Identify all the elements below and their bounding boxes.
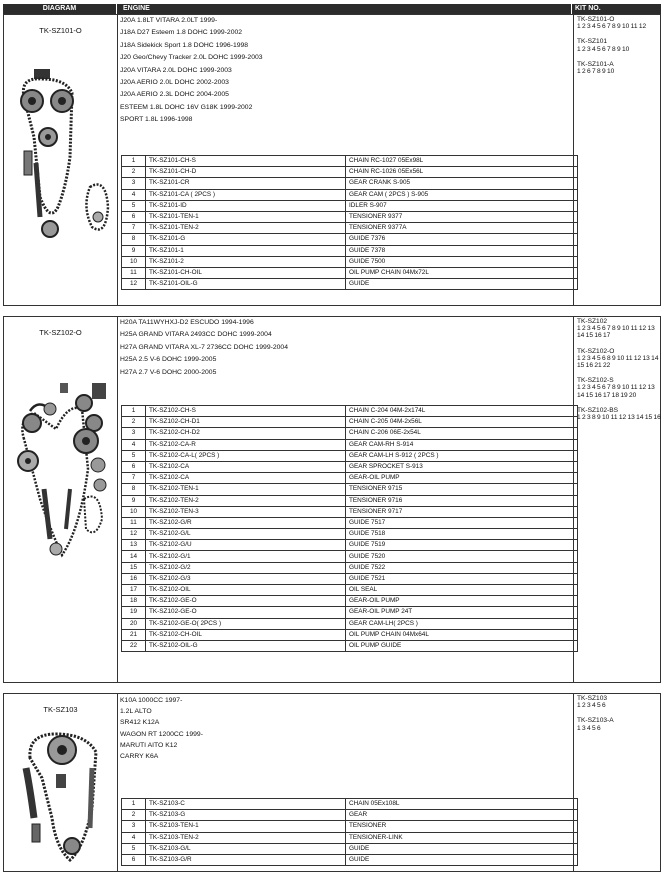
kit-items: 1 2 3 4 5 6 7 8 9 10 — [577, 45, 630, 53]
part-description: CHAIN 05Ex108L — [346, 799, 578, 810]
table-row — [122, 799, 578, 810]
part-number: 11 — [122, 267, 146, 278]
part-number: 6 — [122, 211, 146, 222]
kit-items: 1 2 3 4 5 6 7 8 9 10 11 12 13 14 15 16 17 — [577, 325, 655, 340]
part-number: 13 — [122, 540, 146, 551]
table-row — [122, 279, 578, 290]
part-code: TK-SZ102-OIL-G — [146, 640, 346, 651]
engine-line: H27A GRAND VITARA XL-7 2736CC DOHC 1999-2004 — [120, 343, 288, 351]
part-number: 21 — [122, 629, 146, 640]
kit-items: 1 2 3 4 5 6 8 9 10 11 12 13 14 15 16 21 22 — [577, 354, 659, 370]
part-description: TENSIONER 9717 — [346, 506, 578, 517]
column-header-bar — [3, 4, 661, 14]
table-row — [122, 585, 578, 596]
part-code: TK-SZ102-GE-O — [146, 596, 346, 607]
kit-list — [577, 695, 661, 740]
part-description: GUIDE 7518 — [346, 529, 578, 540]
table-row — [122, 540, 578, 551]
kit-name: TK-SZ102 — [577, 318, 608, 325]
header-kit-no: KIT NO. — [571, 4, 661, 14]
table-row — [122, 461, 578, 472]
parts-table — [121, 155, 578, 290]
engine-line: J20 Geo/Chevy Tracker 2.0L DOHC 1999-2003 — [120, 54, 263, 62]
part-number: 9 — [122, 495, 146, 506]
kit-name: TK-SZ101-A — [577, 60, 614, 68]
table-row — [122, 562, 578, 573]
part-description: GUIDE 7521 — [346, 573, 578, 584]
part-number: 4 — [122, 189, 146, 200]
part-description: OIL SEAL — [346, 585, 578, 596]
part-code: TK-SZ102-G/L — [146, 529, 346, 540]
kit-name: TK-SZ101-O — [577, 16, 615, 23]
part-code: TK-SZ102-CA-R — [146, 439, 346, 450]
kit-name: TK-SZ101 — [577, 38, 608, 46]
part-code: TK-SZ102-G/U — [146, 540, 346, 551]
timing-chain-diagram — [10, 379, 116, 569]
part-code: TK-SZ102-TEN-2 — [146, 495, 346, 506]
table-row — [122, 473, 578, 484]
part-description: TENSIONER — [346, 821, 578, 832]
part-description: GUIDE 7378 — [346, 245, 578, 256]
part-number: 2 — [122, 167, 146, 178]
table-row — [122, 832, 578, 843]
part-description: CHAIN RC-1027 05Ex98L — [346, 156, 578, 167]
kit-name: TK-SZ102-O — [577, 347, 615, 355]
part-code: TK-SZ101-G — [146, 234, 346, 245]
part-description: GEAR — [346, 810, 578, 821]
table-row — [122, 256, 578, 267]
part-number: 6 — [122, 461, 146, 472]
part-number: 4 — [122, 832, 146, 843]
part-description: GEAR SPROCKET S-913 — [346, 461, 578, 472]
part-description: GUIDE — [346, 843, 578, 854]
engine-line: J20A VITARA 2.0L DOHC 1999-2003 — [120, 66, 232, 74]
part-code: TK-SZ102-CH-S — [146, 406, 346, 417]
kit-list — [577, 16, 661, 83]
table-row — [122, 223, 578, 234]
table-row — [122, 156, 578, 167]
table-row — [122, 854, 578, 865]
kit-code: TK-SZ103 — [43, 705, 78, 714]
section-tk-sz101-o — [3, 14, 661, 306]
table-row — [122, 506, 578, 517]
table-row — [122, 529, 578, 540]
part-number: 20 — [122, 618, 146, 629]
engine-line: MARUTI AITO K12 — [120, 741, 178, 749]
part-description: GEAR-OIL PUMP — [346, 596, 578, 607]
engine-line: J20A 1.8LT VITARA 2.0LT 1999- — [120, 17, 218, 24]
part-description: GUIDE 7376 — [346, 234, 578, 245]
part-code: TK-SZ101-1 — [146, 245, 346, 256]
part-number: 7 — [122, 223, 146, 234]
part-description: TENSIONER-LINK — [346, 832, 578, 843]
part-description: GEAR CAM-LH( 2PCS ) — [346, 618, 578, 629]
part-code: TK-SZ102-OIL — [146, 585, 346, 596]
part-description: GEAR-OIL PUMP 24T — [346, 607, 578, 618]
part-description: OIL PUMP CHAIN 04Mx72L — [346, 267, 578, 278]
part-number: 18 — [122, 596, 146, 607]
part-description: GUIDE 7500 — [346, 256, 578, 267]
timing-chain-diagram — [12, 728, 112, 868]
part-code: TK-SZ102-CH-D1 — [146, 417, 346, 428]
engine-line: H25A GRAND VITARA 2493CC DOHC 1999-2004 — [120, 331, 272, 339]
part-number: 3 — [122, 428, 146, 439]
engine-line: J18A Sidekick Sport 1.8 DOHC 1996-1998 — [120, 41, 249, 49]
table-row — [122, 417, 578, 428]
engine-list — [120, 695, 203, 762]
table-row — [122, 234, 578, 245]
kit-name: TK-SZ102-S — [577, 377, 614, 385]
part-number: 3 — [122, 821, 146, 832]
section-tk-sz103 — [3, 693, 661, 872]
part-description: GEAR CRANK S-905 — [346, 178, 578, 189]
engine-line: J20A AERIO 2.0L DOHC 2002-2003 — [120, 79, 229, 87]
engine-list — [120, 317, 288, 379]
table-row — [122, 821, 578, 832]
table-row — [122, 629, 578, 640]
part-number: 2 — [122, 810, 146, 821]
table-row — [122, 640, 578, 651]
part-code: TK-SZ103-G/R — [146, 854, 346, 865]
table-row — [122, 200, 578, 211]
part-number: 17 — [122, 585, 146, 596]
part-code: TK-SZ102-GE-O — [146, 607, 346, 618]
timing-chain-diagram — [10, 67, 116, 249]
part-number: 15 — [122, 562, 146, 573]
part-code: TK-SZ102-CA-L( 2PCS ) — [146, 450, 346, 461]
table-row — [122, 450, 578, 461]
part-code: TK-SZ103-TEN-1 — [146, 821, 346, 832]
part-number: 12 — [122, 279, 146, 290]
part-code: TK-SZ102-TEN-1 — [146, 484, 346, 495]
engine-line: ESTEEM 1.8L DOHC 16V G18K 1999-2002 — [120, 103, 253, 111]
kit-items: 1 3 4 5 6 — [577, 724, 601, 732]
parts-table — [121, 798, 578, 866]
part-number: 1 — [122, 406, 146, 417]
part-number: 2 — [122, 417, 146, 428]
kit-list — [577, 318, 661, 429]
part-number: 5 — [122, 843, 146, 854]
part-code: TK-SZ101-TEN-1 — [146, 211, 346, 222]
part-description: GUIDE 7522 — [346, 562, 578, 573]
part-number: 5 — [122, 450, 146, 461]
part-code: TK-SZ101-CH-S — [146, 156, 346, 167]
kit-items: 1 2 6 7 8 9 10 — [577, 68, 615, 76]
kit-items: 1 2 3 4 5 6 7 8 9 10 11 12 — [577, 23, 647, 31]
table-row — [122, 495, 578, 506]
part-code: TK-SZ101-CH-D — [146, 167, 346, 178]
part-number: 19 — [122, 607, 146, 618]
kit-name: TK-SZ102-BS — [577, 406, 619, 414]
table-row — [122, 267, 578, 278]
header-diagram: DIAGRAM — [3, 4, 116, 14]
table-row — [122, 810, 578, 821]
part-description: CHAIN C-204 04M-2x174L — [346, 406, 578, 417]
part-number: 11 — [122, 517, 146, 528]
part-description: CHAIN RC-1026 05Ex56L — [346, 167, 578, 178]
part-code: TK-SZ103-TEN-2 — [146, 832, 346, 843]
engine-line: J20A AERIO 2.3L DOHC 2004-2005 — [120, 91, 229, 99]
engine-line: K10A 1000CC 1997- — [120, 697, 183, 704]
table-row — [122, 178, 578, 189]
table-row — [122, 167, 578, 178]
parts-table — [121, 405, 578, 652]
table-row — [122, 551, 578, 562]
engine-list — [120, 15, 263, 127]
kit-items: 1 2 3 8 9 10 11 12 13 14 15 16 — [577, 414, 661, 422]
engine-line: WAGON RT 1200CC 1999- — [120, 730, 203, 738]
part-code: TK-SZ102-TEN-3 — [146, 506, 346, 517]
part-number: 8 — [122, 234, 146, 245]
part-number: 8 — [122, 484, 146, 495]
part-code: TK-SZ102-G/R — [146, 517, 346, 528]
part-code: TK-SZ102-G/1 — [146, 551, 346, 562]
part-code: TK-SZ102-G/2 — [146, 562, 346, 573]
table-row — [122, 607, 578, 618]
part-number: 9 — [122, 245, 146, 256]
table-row — [122, 428, 578, 439]
engine-line: H20A TA11WYHXJ-D2 ESCUDO 1994-1996 — [120, 319, 254, 326]
section-tk-sz102-o — [3, 316, 661, 683]
kit-name: TK-SZ103-A — [577, 717, 614, 725]
part-description: CHAIN C-205 04M-2x56L — [346, 417, 578, 428]
part-number: 6 — [122, 854, 146, 865]
table-row — [122, 573, 578, 584]
kit-code: TK-SZ102-O — [39, 328, 82, 337]
table-row — [122, 843, 578, 854]
part-code: TK-SZ101-CH-OIL — [146, 267, 346, 278]
table-row — [122, 189, 578, 200]
part-number: 3 — [122, 178, 146, 189]
table-row — [122, 406, 578, 417]
part-description: IDLER S-907 — [346, 200, 578, 211]
part-number: 10 — [122, 506, 146, 517]
part-number: 4 — [122, 439, 146, 450]
part-number: 1 — [122, 156, 146, 167]
part-code: TK-SZ102-GE-O( 2PCS ) — [146, 618, 346, 629]
kit-items: 1 2 3 4 5 6 — [577, 702, 606, 710]
engine-line: H25A 2.5 V-6 DOHC 1999-2005 — [120, 356, 217, 364]
table-row — [122, 484, 578, 495]
part-description: CHAIN C-206 06E-2x54L — [346, 428, 578, 439]
part-description: GEAR CAM-RH S-914 — [346, 439, 578, 450]
table-row — [122, 439, 578, 450]
part-description: GEAR CAM ( 2PCS ) S-905 — [346, 189, 578, 200]
part-description: TENSIONER 9377A — [346, 223, 578, 234]
table-row — [122, 211, 578, 222]
part-code: TK-SZ102-G/3 — [146, 573, 346, 584]
part-code: TK-SZ101-ID — [146, 200, 346, 211]
part-number: 5 — [122, 200, 146, 211]
kit-code: TK-SZ101-O — [39, 26, 82, 35]
table-row — [122, 245, 578, 256]
part-number: 1 — [122, 799, 146, 810]
part-code: TK-SZ101-TEN-2 — [146, 223, 346, 234]
header-engine: ENGINE — [116, 4, 571, 14]
part-description: TENSIONER 9716 — [346, 495, 578, 506]
part-description: GEAR CAM-LH S-912 ( 2PCS ) — [346, 450, 578, 461]
part-code: TK-SZ102-CA — [146, 461, 346, 472]
table-row — [122, 618, 578, 629]
part-description: OIL PUMP GUIDE — [346, 640, 578, 651]
part-description: TENSIONER 9715 — [346, 484, 578, 495]
table-row — [122, 596, 578, 607]
part-description: TENSIONER 9377 — [346, 211, 578, 222]
engine-line: 1.2L ALTO — [120, 708, 152, 716]
part-description: OIL PUMP CHAIN 04Mx64L — [346, 629, 578, 640]
part-code: TK-SZ101-OIL-G — [146, 279, 346, 290]
engine-line: J18A D27 Esteem 1.8 DOHC 1999-2002 — [120, 29, 243, 37]
engine-line: SPORT 1.8L 1996-1998 — [120, 116, 193, 124]
part-code: TK-SZ103-C — [146, 799, 346, 810]
part-description: GUIDE — [346, 854, 578, 865]
kit-name: TK-SZ103 — [577, 695, 608, 702]
part-number: 14 — [122, 551, 146, 562]
part-number: 16 — [122, 573, 146, 584]
part-number: 22 — [122, 640, 146, 651]
table-row — [122, 517, 578, 528]
part-description: GUIDE 7519 — [346, 540, 578, 551]
kit-items: 1 2 3 4 5 6 7 8 9 10 11 12 13 14 15 16 17 18 19 20 — [577, 384, 655, 399]
part-code: TK-SZ101-CA ( 2PCS ) — [146, 189, 346, 200]
part-code: TK-SZ101-2 — [146, 256, 346, 267]
part-code: TK-SZ103-G — [146, 810, 346, 821]
part-number: 7 — [122, 473, 146, 484]
part-code: TK-SZ102-CA — [146, 473, 346, 484]
part-code: TK-SZ101-CR — [146, 178, 346, 189]
engine-line: H27A 2.7 V-6 DOHC 2000-2005 — [120, 368, 217, 376]
part-description: GUIDE 7520 — [346, 551, 578, 562]
part-code: TK-SZ102-CH-OIL — [146, 629, 346, 640]
part-description: GUIDE — [346, 279, 578, 290]
part-code: TK-SZ103-G/L — [146, 843, 346, 854]
engine-line: CARRY K6A — [120, 753, 159, 761]
part-description: GUIDE 7517 — [346, 517, 578, 528]
part-number: 12 — [122, 529, 146, 540]
part-number: 10 — [122, 256, 146, 267]
part-code: TK-SZ102-CH-D2 — [146, 428, 346, 439]
part-description: GEAR-OIL PUMP — [346, 473, 578, 484]
engine-line: SR412 K12A — [120, 719, 160, 727]
